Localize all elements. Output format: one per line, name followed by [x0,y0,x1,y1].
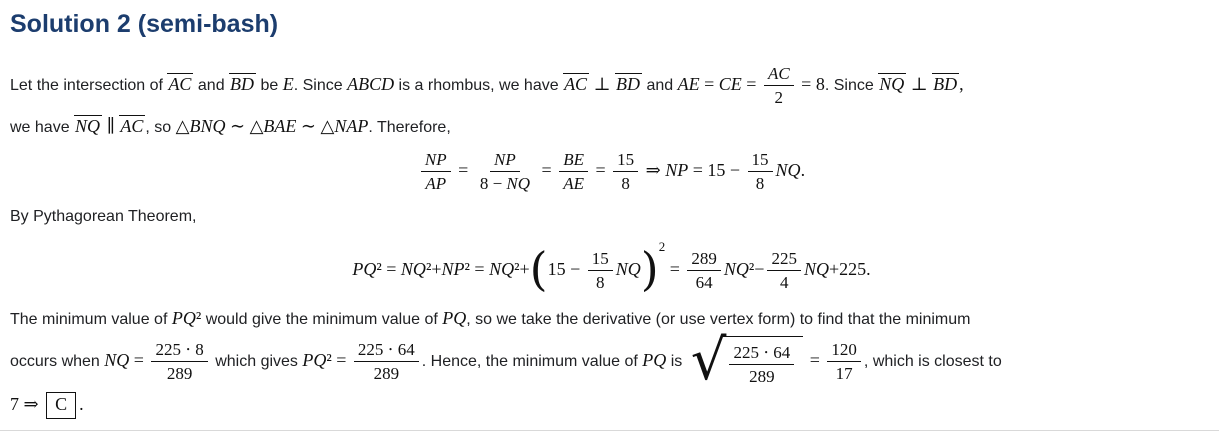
math-overline-segment: AC [564,73,588,94]
math-symbol: ²+ [514,258,530,279]
math-symbol: 15 [591,248,609,268]
math-symbol: 289 [749,366,775,386]
fraction-denominator [592,271,609,293]
fraction-denominator [752,172,769,194]
math-fraction [476,149,534,195]
math-symbol: = [699,73,719,94]
math-variable: CE [718,73,742,94]
math-symbol: = [129,349,149,370]
intro-paragraph [10,63,1213,143]
fraction-numerator [748,149,773,172]
fraction-denominator [476,172,534,194]
fraction-denominator [771,86,788,108]
math-fraction [767,248,801,294]
math-symbol: 15 [751,149,769,169]
fraction-denominator [745,365,779,387]
math-fraction [613,149,638,195]
math-variable: NAP [334,115,369,136]
math-fraction [559,149,588,195]
math-symbol: ⊥ [589,73,616,94]
math-variable: NQ [723,258,749,279]
math-overline-segment: BD [230,73,255,94]
fraction-denominator [559,172,588,194]
text-run: and [642,76,678,94]
pythagorean-lead-in [10,202,1213,232]
text-run: . Since [293,76,348,94]
math-overline-segment: BD [933,73,958,94]
math-variable: PQ [171,308,196,329]
math-variable: PQ [642,349,667,370]
math-variable: NP [494,149,516,169]
text-run: . Therefore, [368,118,451,136]
math-symbol: ² [195,308,202,329]
math-variable: NP [441,258,465,279]
math-symbol: = [590,159,611,180]
math-fraction [764,63,794,109]
fraction-denominator [163,362,197,384]
math-variable: AE [563,174,584,194]
math-variable: NQ [506,174,531,194]
math-overline-segment: AC [120,115,144,136]
math-symbol: = [537,159,557,180]
math-variable: NQ [400,258,426,279]
math-symbol: = [453,159,473,180]
text-line [10,301,1213,335]
math-variable: PQ [442,308,467,329]
fraction-numerator [559,149,588,172]
math-fraction [729,342,794,388]
math-symbol: = 15 − [688,159,745,180]
math-symbol: +225. [828,258,871,279]
math-symbol: 64 [695,273,713,293]
math-fraction [151,339,207,385]
math-symbol: 7 ⇒ [10,394,44,415]
text-run: which gives [210,352,303,370]
math-variable: NQ [104,349,130,370]
math-symbol: = [741,73,761,94]
math-symbol: ²− [748,258,765,279]
math-symbol: 2 [774,88,784,108]
math-symbol: 225 ⋅ 8 [155,339,204,359]
radicand [722,336,803,388]
math-fraction [827,339,861,385]
fraction-numerator [421,149,451,172]
math-symbol: 289 [166,363,193,383]
text-line [10,328,1213,394]
fraction-numerator [613,149,638,172]
math-variable: BAE [263,115,297,136]
math-overline-segment: NQ [75,115,101,136]
math-big-paren: ) [640,241,659,296]
text-run: , which is closest to [863,352,1002,370]
math-variable: NQ [803,258,829,279]
fraction-denominator [617,172,634,194]
fraction-numerator [827,339,861,362]
math-symbol: ² = [376,258,401,279]
text-run: . Since [824,76,879,94]
text-line [10,387,1213,421]
math-symbol: 8 − [479,174,507,194]
text-run: would give the minimum value of [201,311,443,329]
math-symbol: 8 [596,273,605,293]
text-run: Let the intersection of [10,76,168,94]
fraction-denominator [370,362,404,384]
math-exponent: 2 [658,238,666,254]
math-variable: PQ [302,349,327,370]
math-symbol: ∥ [102,115,120,136]
math-square-root [690,328,804,394]
math-symbol: . [79,394,84,415]
math-variable: NP [665,159,689,180]
math-variable: BE [563,149,584,169]
text-run: be [256,76,283,94]
math-symbol: = [665,258,685,279]
solution-content [10,63,1213,422]
fraction-denominator [421,172,450,194]
minimum-paragraph [10,301,1213,421]
math-symbol: 15 − [547,258,585,279]
math-symbol: 120 [831,339,857,359]
math-variable: BNQ [189,115,226,136]
text-line [10,109,1213,143]
math-variable: PQ [352,258,377,279]
math-symbol: ∼ △ [296,115,335,136]
math-symbol: 8 [621,174,630,194]
math-symbol: 15 [617,149,635,169]
math-symbol: ²+ [425,258,442,279]
fraction-denominator [776,271,793,293]
math-fraction [421,149,451,195]
math-variable: NQ [615,258,641,279]
fraction-numerator [764,63,794,86]
text-run: is [666,352,687,370]
math-symbol: = 8 [796,73,825,94]
fraction-numerator [729,342,794,365]
math-fraction [748,149,773,195]
text-line [10,63,1213,109]
pq-squared-equation [10,239,1213,294]
text-run: occurs when [10,352,105,370]
math-overline-segment: BD [616,73,641,94]
fraction-numerator [354,339,419,362]
text-line [10,202,1213,232]
fraction-numerator [490,149,520,172]
text-run: and [193,76,230,94]
text-run: we have [10,118,75,136]
math-symbol: 289 [373,363,400,383]
math-symbol: , [959,73,964,94]
math-big-paren: ( [529,241,548,296]
math-symbol: . [800,159,806,180]
text-run: The minimum value of [10,311,172,329]
math-symbol: ² = [464,258,490,279]
boxed-answer: C [46,392,76,419]
math-symbol: = [805,349,825,370]
math-fraction [687,248,721,294]
math-variable: NP [424,149,447,169]
text-run: By Pythagorean Theorem, [10,208,197,226]
math-symbol: 225 [771,248,797,268]
text-run: is a rhombus, we have [394,76,564,94]
fraction-numerator [151,339,207,362]
math-variable: AE [677,73,700,94]
text-run: . Hence, the minimum value of [421,352,643,370]
math-symbol: ⇒ [641,159,666,180]
ratio-equation [10,149,1213,195]
math-variable: AC [767,64,790,83]
math-overline-segment: AC [168,73,192,94]
fraction-numerator [767,248,801,271]
math-symbol: 17 [835,363,853,383]
math-fraction [354,339,419,385]
math-variable: NQ [489,258,515,279]
math-symbol: ² = [326,349,351,370]
radical-icon: √ [690,328,727,394]
math-symbol: 289 [691,248,717,268]
math-fraction [588,248,613,294]
text-run: , so we take the derivative (or use vertex form) to find that the minimum [466,311,971,329]
solution-heading: Solution 2 (semi-bash) [10,10,279,38]
math-symbol: ∼ △ [225,115,264,136]
math-symbol: ⊥ [906,73,933,94]
math-variable: NQ [775,159,801,180]
math-symbol: △ [175,115,190,136]
fraction-denominator [832,362,857,384]
fraction-numerator [687,248,721,271]
math-variable: E [282,73,294,94]
math-symbol: 225 ⋅ 64 [733,342,791,362]
math-variable: ABCD [347,73,395,94]
fraction-numerator [588,248,613,271]
math-symbol: 8 [755,174,765,194]
math-overline-segment: NQ [879,73,905,94]
math-variable: AP [425,174,447,194]
fraction-denominator [692,271,717,293]
math-symbol: 4 [779,273,789,293]
math-symbol: 225 ⋅ 64 [357,339,415,359]
text-run: , so [145,118,176,136]
